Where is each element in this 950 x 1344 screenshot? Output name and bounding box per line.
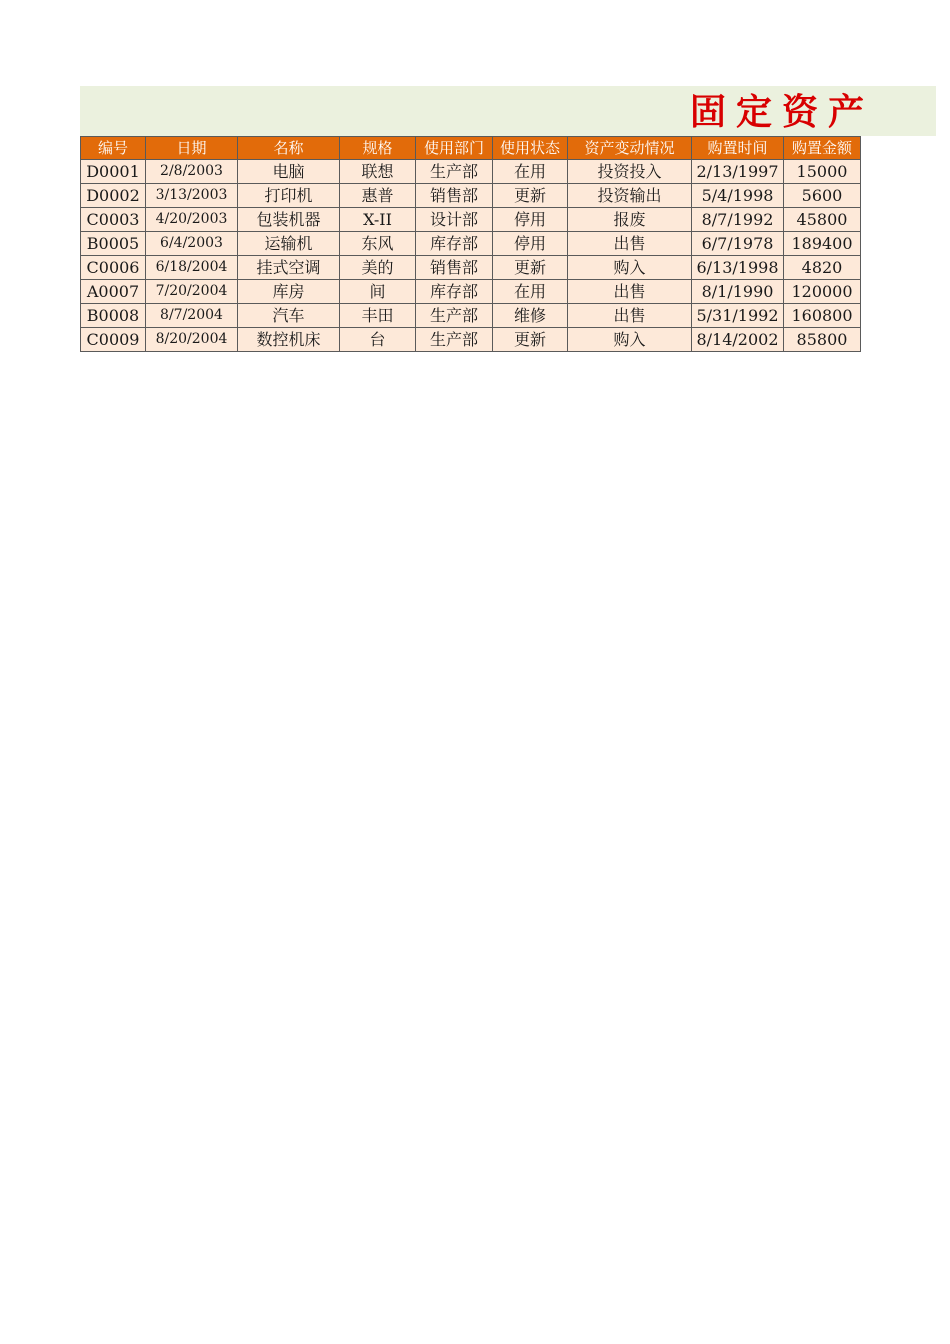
cell-purchase-date[interactable]: 6/13/1998 (692, 256, 784, 280)
cell-id[interactable]: B0005 (81, 232, 146, 256)
cell-status[interactable]: 更新 (493, 184, 568, 208)
cell-date[interactable]: 2/8/2003 (146, 160, 238, 184)
cell-status[interactable]: 维修 (493, 304, 568, 328)
cell-change[interactable]: 报废 (568, 208, 692, 232)
table-row (81, 256, 861, 280)
cell-department[interactable]: 生产部 (416, 304, 493, 328)
cell-date[interactable]: 6/4/2003 (146, 232, 238, 256)
col-header-department[interactable]: 使用部门 (416, 137, 493, 160)
cell-change[interactable]: 投资输出 (568, 184, 692, 208)
cell-purchase-date[interactable]: 5/4/1998 (692, 184, 784, 208)
cell-change[interactable]: 出售 (568, 280, 692, 304)
cell-name[interactable]: 库房 (238, 280, 340, 304)
table-row (81, 232, 861, 256)
fixed-asset-table (80, 136, 861, 352)
cell-id[interactable]: B0008 (81, 304, 146, 328)
table-row (81, 304, 861, 328)
table-row (81, 184, 861, 208)
cell-spec[interactable]: 丰田 (340, 304, 416, 328)
header-row (81, 137, 861, 160)
col-header-date[interactable]: 日期 (146, 137, 238, 160)
cell-purchase-amount[interactable]: 4820 (784, 256, 861, 280)
cell-name[interactable]: 电脑 (238, 160, 340, 184)
cell-id[interactable]: C0006 (81, 256, 146, 280)
cell-date[interactable]: 3/13/2003 (146, 184, 238, 208)
title-band (80, 86, 936, 136)
cell-change[interactable]: 购入 (568, 328, 692, 352)
cell-purchase-date[interactable]: 5/31/1992 (692, 304, 784, 328)
cell-change[interactable]: 出售 (568, 304, 692, 328)
cell-spec[interactable]: 台 (340, 328, 416, 352)
cell-department[interactable]: 设计部 (416, 208, 493, 232)
table-row (81, 160, 861, 184)
cell-name[interactable]: 包装机器 (238, 208, 340, 232)
cell-purchase-amount[interactable]: 5600 (784, 184, 861, 208)
cell-spec[interactable]: 惠普 (340, 184, 416, 208)
cell-purchase-date[interactable]: 6/7/1978 (692, 232, 784, 256)
cell-status[interactable]: 停用 (493, 208, 568, 232)
cell-date[interactable]: 8/7/2004 (146, 304, 238, 328)
cell-status[interactable]: 在用 (493, 160, 568, 184)
cell-department[interactable]: 库存部 (416, 280, 493, 304)
cell-purchase-amount[interactable]: 120000 (784, 280, 861, 304)
cell-date[interactable]: 6/18/2004 (146, 256, 238, 280)
table-row (81, 280, 861, 304)
cell-purchase-amount[interactable]: 45800 (784, 208, 861, 232)
col-header-name[interactable]: 名称 (238, 137, 340, 160)
cell-spec[interactable]: X-II (340, 208, 416, 232)
cell-status[interactable]: 停用 (493, 232, 568, 256)
cell-date[interactable]: 8/20/2004 (146, 328, 238, 352)
cell-purchase-amount[interactable]: 15000 (784, 160, 861, 184)
col-header-spec[interactable]: 规格 (340, 137, 416, 160)
table-row (81, 208, 861, 232)
cell-name[interactable]: 数控机床 (238, 328, 340, 352)
col-header-purchase-amount[interactable]: 购置金额 (784, 137, 861, 160)
col-header-change[interactable]: 资产变动情况 (568, 137, 692, 160)
cell-department[interactable]: 生产部 (416, 160, 493, 184)
cell-id[interactable]: D0002 (81, 184, 146, 208)
cell-department[interactable]: 生产部 (416, 328, 493, 352)
cell-purchase-date[interactable]: 8/14/2002 (692, 328, 784, 352)
cell-purchase-date[interactable]: 2/13/1997 (692, 160, 784, 184)
sheet-title: 固定资产 (690, 91, 875, 133)
cell-spec[interactable]: 联想 (340, 160, 416, 184)
cell-name[interactable]: 挂式空调 (238, 256, 340, 280)
cell-id[interactable]: C0003 (81, 208, 146, 232)
cell-spec[interactable]: 间 (340, 280, 416, 304)
cell-purchase-amount[interactable]: 85800 (784, 328, 861, 352)
cell-purchase-date[interactable]: 8/1/1990 (692, 280, 784, 304)
cell-department[interactable]: 销售部 (416, 184, 493, 208)
cell-spec[interactable]: 东风 (340, 232, 416, 256)
col-header-status[interactable]: 使用状态 (493, 137, 568, 160)
cell-status[interactable]: 在用 (493, 280, 568, 304)
cell-name[interactable]: 运输机 (238, 232, 340, 256)
cell-name[interactable]: 汽车 (238, 304, 340, 328)
col-header-purchase-date[interactable]: 购置时间 (692, 137, 784, 160)
table-row (81, 328, 861, 352)
cell-purchase-amount[interactable]: 160800 (784, 304, 861, 328)
cell-id[interactable]: D0001 (81, 160, 146, 184)
cell-date[interactable]: 7/20/2004 (146, 280, 238, 304)
cell-change[interactable]: 购入 (568, 256, 692, 280)
cell-spec[interactable]: 美的 (340, 256, 416, 280)
cell-name[interactable]: 打印机 (238, 184, 340, 208)
cell-department[interactable]: 库存部 (416, 232, 493, 256)
cell-department[interactable]: 销售部 (416, 256, 493, 280)
cell-change[interactable]: 投资投入 (568, 160, 692, 184)
cell-purchase-date[interactable]: 8/7/1992 (692, 208, 784, 232)
cell-id[interactable]: A0007 (81, 280, 146, 304)
cell-status[interactable]: 更新 (493, 256, 568, 280)
cell-change[interactable]: 出售 (568, 232, 692, 256)
cell-date[interactable]: 4/20/2003 (146, 208, 238, 232)
cell-status[interactable]: 更新 (493, 328, 568, 352)
col-header-id[interactable]: 编号 (81, 137, 146, 160)
cell-purchase-amount[interactable]: 189400 (784, 232, 861, 256)
cell-id[interactable]: C0009 (81, 328, 146, 352)
